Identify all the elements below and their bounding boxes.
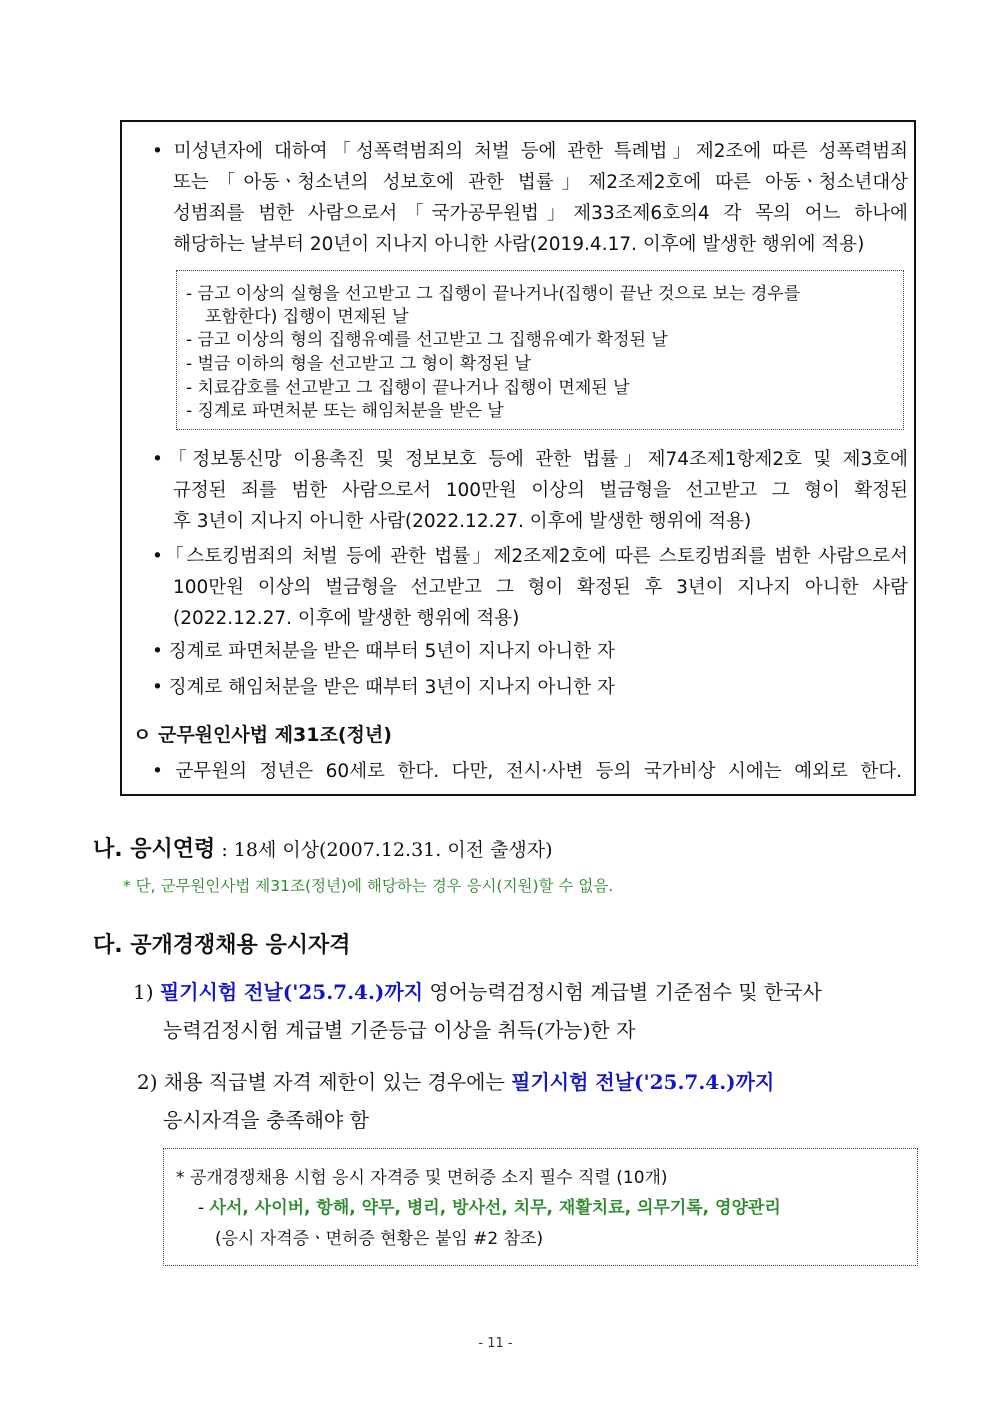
- box-item2-line2: 규정된 죄를 범한 사람으로서 100만원 이상의 벌금형을 선고받고 그 형이 확정된: [173, 480, 908, 501]
- section-age-value: 18세 이상(2007.12.31. 이전 출생자): [233, 839, 553, 861]
- box-item1-line2: 또는「아동ㆍ청소년의 성보호에 관한 법률」제2조제2호에 따른 아동ㆍ청소년대상: [173, 172, 908, 193]
- sub-item-1: - 금고 이상의 실형을 선고받고 그 집행이 끝나거나(집행이 끝난 것으로 보는 경우를: [186, 284, 801, 304]
- qualification-item2-deadline: 필기시험 전날('25.7.4.)까지: [511, 1070, 775, 1094]
- qualification-item2-line1: [137, 1068, 774, 1096]
- sub-item-1-cont: 포함한다) 집행이 면제된 날: [205, 307, 409, 327]
- qualification-item1-text: 영어능력검정시험 계급별 기준점수 및 한국사: [423, 980, 822, 1004]
- section-age-note: * 단, 군무원인사법 제31조(정년)에 해당하는 경우 응시(지원)할 수 없음.: [123, 877, 614, 895]
- qualification-item2-line2: 응시자격을 충족해야 함: [163, 1108, 369, 1132]
- qualification-item2-num: 2): [137, 1070, 158, 1094]
- qualification-item1-line1: [133, 978, 822, 1006]
- sub-item-5: - 징계로 파면처분 또는 해임처분을 받은 날: [186, 401, 504, 421]
- box-item4: • 징계로 파면처분을 받은 때부터 5년이 지나지 아니한 자: [152, 641, 615, 662]
- qualification-item1-deadline: 필기시험 전날('25.7.4.)까지: [159, 980, 424, 1004]
- section-age-colon: :: [215, 839, 234, 861]
- license-note-dash: -: [198, 1198, 210, 1218]
- box-item1-line3: 성범죄를 범한 사람으로서「국가공무원법」제33조제6호의4 각 목의 어느 하나에: [173, 203, 908, 224]
- box-item2-line1: •「정보통신망 이용촉진 및 정보보호 등에 관한 법률」제74조제1항제2호 및 제3호에: [152, 449, 908, 470]
- box-item1-line4: 해당하는 날부터 20년이 지나지 아니한 사람(2019.4.17. 이후에 발생한 행위에 적용): [173, 234, 865, 255]
- qualification-item2-text: 채용 직급별 자격 제한이 있는 경우에는: [163, 1070, 512, 1094]
- box-item3-line2: 100만원 이상의 벌금형을 선고받고 그 형이 확정된 후 3년이 지나지 아니한 사람: [173, 577, 908, 598]
- retirement-heading: ㅇ 군무원인사법 제31조(정년): [133, 724, 392, 746]
- section-qualification-heading: 다. 공개경쟁채용 응시자격: [93, 933, 351, 958]
- box-item5: • 징계로 해임처분을 받은 때부터 3년이 지나지 아니한 자: [152, 677, 615, 698]
- sub-item-3: - 벌금 이하의 형을 선고받고 그 형이 확정된 날: [186, 354, 531, 374]
- retirement-text: • 군무원의 정년은 60세로 한다. 다만, 전시·사변 등의 국가비상 시에는 예외로 한다.: [152, 761, 902, 782]
- box-item2-line3: 후 3년이 지나지 아니한 사람(2022.12.27. 이후에 발생한 행위에 적용): [173, 511, 752, 532]
- license-note-reference: (응시 자격증ㆍ면허증 현황은 붙임 #2 참조): [215, 1229, 544, 1249]
- box-item1-line1: • 미성년자에 대하여「성폭력범죄의 처벌 등에 관한 특례법」제2조에 따른 성폭력범죄: [152, 141, 908, 162]
- sub-item-2: - 금고 이상의 형의 집행유예를 선고받고 그 집행유예가 확정된 날: [186, 330, 668, 350]
- box-item3-line3: (2022.12.27. 이후에 발생한 행위에 적용): [173, 608, 520, 629]
- qualification-item1-line2: 능력검정시험 계급별 기준등급 이상을 취득(가능)한 자: [163, 1018, 636, 1042]
- section-age-title: 나. 응시연령: [93, 837, 216, 862]
- license-job-list: 사서, 사이버, 항해, 약무, 병리, 방사선, 치무, 재활치료, 의무기록, 영양관리: [209, 1198, 781, 1218]
- sub-item-4: - 치료감호를 선고받고 그 집행이 끝나거나 집행이 면제된 날: [186, 378, 630, 398]
- license-note-list: [198, 1196, 781, 1220]
- section-age-heading: [93, 832, 553, 863]
- page-number: - 11 -: [478, 1336, 513, 1351]
- qualification-item1-num: 1): [133, 980, 154, 1004]
- license-note-title: * 공개경쟁채용 시험 응시 자격증 및 면허증 소지 필수 직렬 (10개): [176, 1168, 668, 1188]
- box-item3-line1: •「스토킹범죄의 처벌 등에 관한 법률」제2조제2호에 따른 스토킹범죄를 범한 사람으로서: [152, 546, 908, 567]
